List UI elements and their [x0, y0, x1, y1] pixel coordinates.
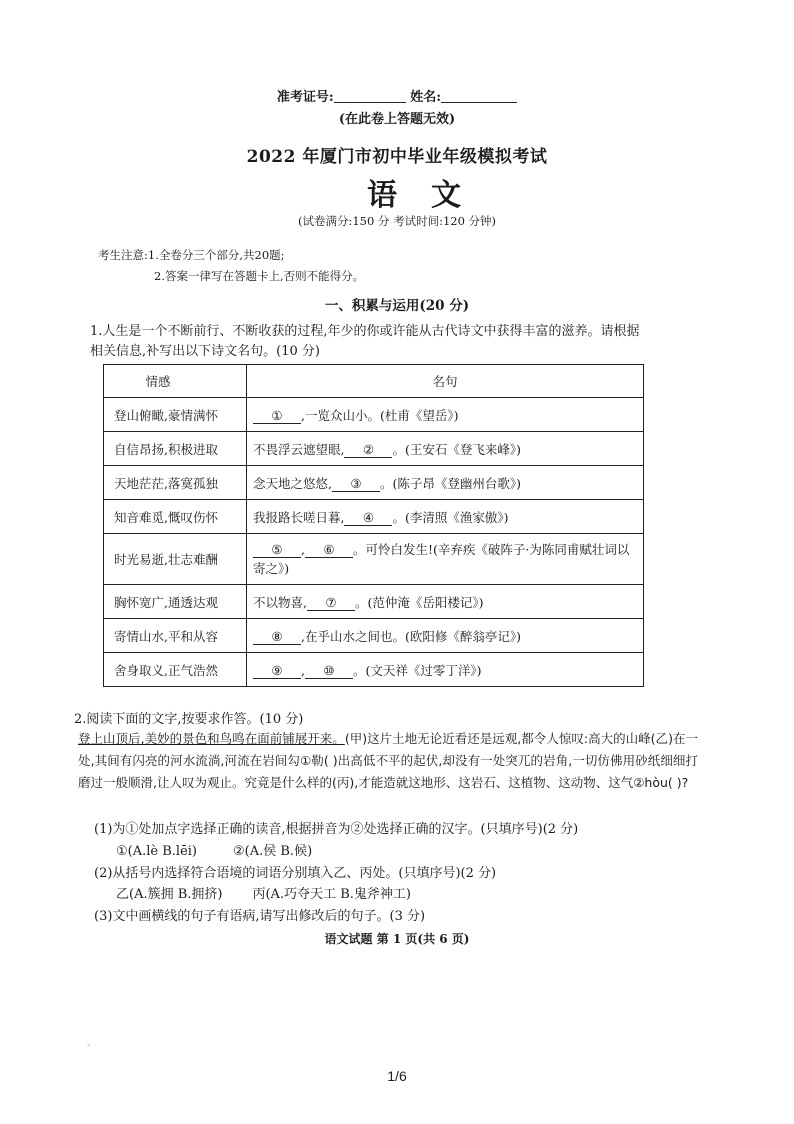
answer-blank: ⑦	[307, 596, 355, 611]
line-cell	[247, 653, 644, 687]
note-line-2: 2.答案一律写在答题卡上,否则不能得分。	[154, 269, 365, 283]
answer-blank: ①	[253, 409, 301, 424]
question-1-prompt: 1.人生是一个不断前行、不断收获的过程,年少的你或许能从古代诗文中获得丰富的滋养。请根据相关信息,补写出以下诗文名句。(10 分)	[90, 324, 640, 359]
emotion-cell: 寄情山水,平和从容	[104, 619, 247, 653]
option-bing: 丙(A.巧夺天工 B.鬼斧神工)	[252, 887, 411, 902]
exam-id-blank	[334, 90, 406, 103]
option-character: ②(A.侯 B.候)	[233, 844, 313, 859]
note-line-1: 考生注意:1.全卷分三个部分,共20题;	[98, 248, 285, 262]
sub-question-1-options	[116, 840, 312, 859]
question-2-prompt: 2.阅读下面的文字,按要求作答。(10 分)	[74, 712, 304, 727]
line-post: 。(文天祥《过零丁洋》)	[352, 662, 482, 678]
answer-blank: ⑩	[305, 664, 353, 679]
table-row	[104, 585, 644, 619]
scan-mark: -	[87, 1040, 91, 1051]
emotion-cell: 胸怀宽广,通透达观	[104, 585, 247, 619]
name-blank	[441, 90, 517, 103]
line-cell	[247, 534, 644, 585]
underlined-sentence: 登上山顶后,美妙的景色和鸟鸣在面前铺展开来。	[78, 731, 345, 746]
table-row	[104, 500, 644, 534]
table-row	[104, 619, 644, 653]
line-post: 。可怜白发生!(辛弃疾《破阵子·为陈同甫赋壮词以寄之》)	[253, 542, 630, 576]
table-row	[104, 432, 644, 466]
answer-blank: ⑨	[253, 664, 301, 679]
line-pre: 我报路长嗟日暮,	[253, 509, 345, 525]
sub-question-3: (3)文中画横线的句子有语病,请写出修改后的句子。(3 分)	[94, 909, 426, 924]
table-header-row	[104, 365, 644, 398]
table-row	[104, 398, 644, 432]
line-cell	[247, 585, 644, 619]
line-pre: 不畏浮云遮望眼,	[253, 441, 345, 457]
name-label: 姓名:	[410, 90, 442, 105]
sub-question-2-options	[116, 883, 411, 902]
answer-blank: ⑧	[253, 630, 301, 645]
section-1-title: 一、积累与运用(20 分)	[324, 298, 470, 314]
exam-meta: (试卷满分:150 分 考试时间:120 分钟)	[297, 214, 497, 228]
line-cell	[247, 432, 644, 466]
line-cell	[247, 398, 644, 432]
line-cell	[247, 619, 644, 653]
invalid-note: (在此卷上答题无效)	[338, 112, 456, 127]
col-line: 名句	[247, 365, 644, 398]
table-row	[104, 534, 644, 585]
page-footer: 语文试题 第 1 页(共 6 页)	[324, 932, 470, 946]
emotion-cell: 天地茫茫,落寞孤独	[104, 466, 247, 500]
answer-blank: ⑥	[305, 543, 353, 558]
line-cell	[247, 466, 644, 500]
emotion-cell: 时光易逝,壮志难酬	[104, 534, 247, 585]
line-pre: 不以物喜,	[253, 594, 307, 610]
sub-question-2: (2)从括号内选择符合语境的词语分别填入乙、丙处。(只填序号)(2 分)	[94, 866, 497, 881]
col-emotion: 情感	[104, 365, 247, 398]
subject-title: 语文	[367, 178, 495, 213]
line-post: 。(陈子昂《登幽州台歌》)	[379, 475, 521, 491]
line-post: ,在乎山水之间也。(欧阳修《醉翁亭记》)	[301, 628, 521, 644]
option-yi: 乙(A.簇拥 B.拥挤)	[116, 887, 223, 902]
page-number: 1/6	[387, 1068, 407, 1084]
line-cell	[247, 500, 644, 534]
emotion-cell: 舍身取义,正气浩然	[104, 653, 247, 687]
emotion-cell: 登山俯瞰,豪情满怀	[104, 398, 247, 432]
emotion-cell: 自信昂扬,积极进取	[104, 432, 247, 466]
table-row	[104, 466, 644, 500]
candidate-notes	[98, 245, 364, 287]
line-post: 。(李清照《渔家傲》)	[392, 509, 509, 525]
line-mid: ,	[301, 542, 305, 557]
poem-table	[103, 364, 644, 687]
option-pronunciation: ①(A.lè B.lēi)	[116, 844, 197, 859]
answer-blank: ④	[344, 511, 392, 526]
answer-blank: ⑤	[253, 543, 301, 558]
line-post: ,一览众山小。(杜甫《望岳》)	[301, 407, 459, 423]
exam-id-label: 准考证号:	[276, 90, 334, 105]
reading-passage	[78, 728, 698, 794]
answer-blank: ②	[344, 443, 392, 458]
passage-rest: (甲)这片土地无论近看还是远观,都令人惊叹:高大的山峰(乙)在一处,其间有闪亮的河水流淌,河流在岩间勾①勒( )出高低不平的起伏,却没有一处突兀的岩角,一切仿佛用砂纸细细打磨过一般顺滑,让人叹为观止。究竟是什么样的(丙),才能造就这地形、这岩石、这植物、这动物、这气②hòu( )?	[78, 731, 698, 790]
line-mid: ,	[301, 662, 305, 678]
emotion-cell: 知音难觅,慨叹伤怀	[104, 500, 247, 534]
exam-title: 2022 年厦门市初中毕业年级模拟考试	[246, 147, 548, 167]
line-pre: 念天地之悠悠,	[253, 475, 332, 491]
line-post: 。(王安石《登飞来峰》)	[392, 441, 521, 457]
candidate-info-line	[0, 86, 794, 105]
table-row	[104, 653, 644, 687]
sub-question-1: (1)为①处加点字选择正确的读音,根据拼音为②处选择正确的汉字。(只填序号)(2 分)	[94, 822, 579, 837]
answer-blank: ③	[332, 477, 380, 492]
line-post: 。(范仲淹《岳阳楼记》)	[354, 594, 484, 610]
